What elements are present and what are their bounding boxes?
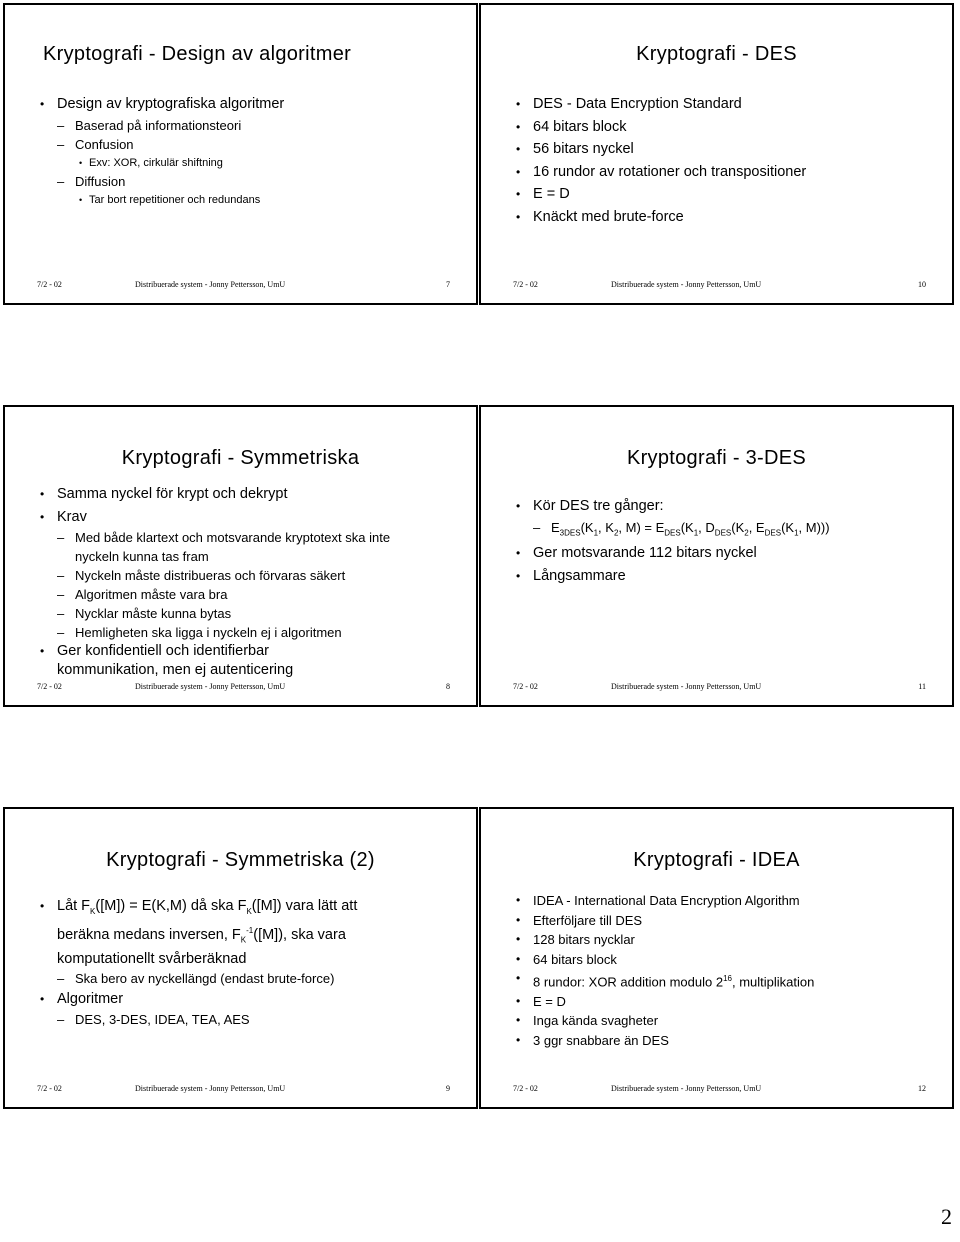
- slide-5: [3, 807, 478, 1109]
- list-item: • Efterföljare till DES: [513, 911, 934, 931]
- slide-2: [479, 3, 954, 305]
- footer-date: 7/2 - 02: [513, 280, 538, 289]
- formula-sub: 2: [744, 528, 749, 538]
- des-formula: [513, 518, 934, 543]
- list-item: – Hemligheten ska ligga i nyckeln ej i algoritmen: [37, 623, 458, 642]
- slide-title: Kryptografi - DES: [636, 43, 797, 65]
- footer-date: 7/2 - 02: [37, 1084, 62, 1093]
- list-item: • IDEA - International Data Encryption Algorithm: [513, 891, 934, 911]
- text-part: ([M]), ska vara komputationellt svårberäknad: [57, 926, 346, 967]
- page-number: 2: [941, 1204, 952, 1229]
- formula-part: E: [551, 519, 560, 535]
- slide-6: [479, 807, 954, 1109]
- list-item: • 128 bitars nycklar: [513, 930, 934, 950]
- footer-date: 7/2 - 02: [37, 682, 62, 691]
- list-item: • Tar bort repetitioner och redundans: [37, 191, 458, 209]
- slide-title: Kryptografi - Design av algoritmer: [43, 43, 352, 65]
- formula-part: (K: [731, 519, 745, 535]
- formula-part: , K: [598, 519, 614, 535]
- list-item: • Design av kryptografiska algoritmer: [37, 93, 458, 116]
- list-item: – Nyckeln måste distribueras och förvaras säkert: [37, 566, 458, 585]
- slide-number: 12: [918, 1084, 926, 1093]
- footer-text: Distribuerade system - Jonny Pettersson, UmU: [135, 1084, 286, 1093]
- formula-sub: DES: [664, 528, 681, 538]
- footer-date: 7/2 - 02: [513, 682, 538, 691]
- text-part: , multiplikation: [731, 974, 815, 990]
- list-item: – Nycklar måste kunna bytas: [37, 604, 458, 623]
- list-item: – Diffusion: [37, 172, 458, 191]
- formula-part: (K: [680, 519, 694, 535]
- footer-text: Distribuerade system - Jonny Pettersson, UmU: [135, 280, 286, 289]
- list-item: • DES - Data Encryption Standard: [513, 93, 934, 116]
- text-sub: K: [240, 935, 247, 945]
- slide-number: 7: [446, 280, 450, 289]
- list-item: • Algoritmer: [37, 988, 458, 1011]
- formula-sub: 2: [613, 528, 619, 538]
- footer-text: Distribuerade system - Jonny Pettersson, UmU: [611, 682, 762, 691]
- formula-part: , D: [698, 519, 715, 535]
- text-part: ([M]) = E(K,M) då ska F: [95, 898, 247, 914]
- list-item: – Confusion: [37, 135, 458, 154]
- text-part: ([M]) vara lätt att beräkna medans inversen, F: [57, 898, 358, 943]
- slide-number: 10: [918, 280, 926, 289]
- text-sub: K: [246, 906, 252, 916]
- text-sup: -1: [246, 925, 254, 935]
- formula-sub: 1: [593, 528, 599, 538]
- list-item: • Exv: XOR, cirkulär shiftning: [37, 154, 458, 172]
- footer-date: 7/2 - 02: [37, 280, 62, 289]
- formula-sub: 3DES: [559, 528, 581, 538]
- list-item: • Ger motsvarande 112 bitars nyckel: [513, 542, 934, 565]
- slide-body: [37, 483, 458, 680]
- list-item: – Med både klartext och motsvarande kryptotext ska inte nyckeln kunna tas fram: [37, 528, 395, 566]
- list-item: • Knäckt med brute-force: [513, 206, 934, 229]
- formula-part: , E: [748, 519, 765, 535]
- formula-sub: DES: [714, 528, 732, 538]
- text-part: Låt F: [57, 898, 91, 914]
- slide-body: [513, 495, 934, 587]
- formula-sub: 1: [794, 528, 799, 538]
- list-item: • Inga kända svagheter: [513, 1011, 934, 1031]
- text-part: 8 rundor: XOR addition modulo 2: [533, 974, 724, 990]
- list-item: [37, 897, 387, 969]
- text-sub: K: [90, 906, 96, 916]
- list-item: • Långsammare: [513, 565, 934, 588]
- list-item: • Kör DES tre gånger:: [513, 495, 934, 518]
- list-item: – DES, 3-DES, IDEA, TEA, AES: [37, 1010, 458, 1029]
- formula-part: , M) = E: [618, 519, 665, 535]
- formula-sub: DES: [764, 528, 782, 538]
- footer-text: Distribuerade system - Jonny Pettersson, UmU: [611, 280, 762, 289]
- slide-title: Kryptografi - Symmetriska: [121, 447, 360, 469]
- footer-text: Distribuerade system - Jonny Pettersson, UmU: [611, 1084, 762, 1093]
- formula-part: (K: [580, 519, 594, 535]
- list-item: • 64 bitars block: [513, 116, 934, 139]
- footer-text: Distribuerade system - Jonny Pettersson, UmU: [135, 682, 286, 691]
- list-item: • 56 bitars nyckel: [513, 138, 934, 161]
- slide-1: [3, 3, 478, 305]
- list-item: [513, 969, 934, 992]
- slide-4: [479, 405, 954, 707]
- slide-number: 11: [918, 682, 926, 691]
- list-item: • Krav: [37, 506, 458, 529]
- slide-title: Kryptografi - Symmetriska (2): [106, 849, 375, 871]
- list-item: – Baserad på informationsteori: [37, 116, 458, 135]
- slide-body: [37, 897, 458, 1029]
- slide-number: 8: [446, 682, 450, 691]
- list-item: • 3 ggr snabbare än DES: [513, 1031, 934, 1051]
- list-item: • 16 rundor av rotationer och transpositioner: [513, 161, 934, 184]
- slide-body: [513, 93, 934, 228]
- slide-number: 9: [446, 1084, 450, 1093]
- formula-part: , M))): [798, 519, 830, 535]
- footer-date: 7/2 - 02: [513, 1084, 538, 1093]
- list-item: • E = D: [513, 183, 934, 206]
- list-item: • Ger konfidentiell och identifierbar kommunikation, men ej autenticering: [37, 642, 337, 680]
- list-item: • Samma nyckel för krypt och dekrypt: [37, 483, 458, 506]
- slide-body: [37, 93, 458, 209]
- slide-body: [513, 891, 934, 1050]
- list-item: • 64 bitars block: [513, 950, 934, 970]
- formula-part: (K: [781, 519, 795, 535]
- list-item: • E = D: [513, 992, 934, 1012]
- list-item: – Algoritmen måste vara bra: [37, 585, 458, 604]
- formula-sub: 1: [693, 528, 699, 538]
- slide-3: [3, 405, 478, 707]
- text-sup: 16: [723, 974, 732, 983]
- list-item: – Ska bero av nyckellängd (endast brute-force): [37, 969, 458, 988]
- slide-title: Kryptografi - IDEA: [633, 849, 800, 871]
- slide-title: Kryptografi - 3-DES: [626, 447, 807, 469]
